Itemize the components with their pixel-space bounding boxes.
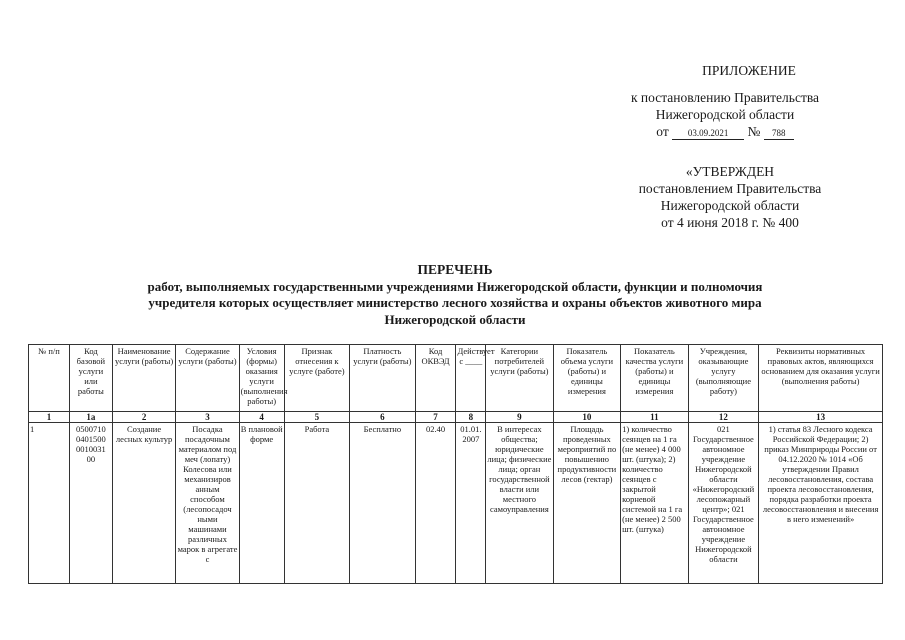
table-cell: Посадка посадочным материалом под меч (лопату) Колесова или механизиров анным способом (лесопосадоч ными машинами различных марок в агрегате с [176, 423, 239, 584]
approved-line-1: «УТВЕРЖДЕН [685, 164, 775, 179]
header-cell: Учреждения, оказывающие услугу (выполняющие работу) [688, 345, 759, 412]
header-cell: Наименование услуги (работы) [112, 345, 175, 412]
column-number-cell: 3 [176, 412, 239, 423]
table-cell: Работа [284, 423, 349, 584]
header-cell: Реквизиты нормативных правовых актов, являющихся основанием для оказания услуги (выполнения работы) [759, 345, 883, 412]
document-heading [60, 262, 850, 328]
table-cell: 1) статья 83 Лесного кодекса Российской Федерации; 2) приказ Минприроды России от 04.12.2020 № 1014 «Об утверждении Правил лесовосстановления, состава проекта лесовосстановления, порядка разработки проекта лесовосстановления и внесения в него изменений» [759, 423, 883, 584]
appendix-date-line [600, 123, 850, 140]
table-cell: Бесплатно [350, 423, 415, 584]
column-number-cell: 6 [350, 412, 415, 423]
number-value: 788 [764, 127, 794, 140]
table-cell: Площадь проведенных мероприятий по повышению продуктивности лесов (гектар) [553, 423, 621, 584]
approved-line-2: постановлением Правительства [638, 181, 822, 196]
column-number-cell: 11 [621, 412, 689, 423]
table-header-row [29, 345, 883, 412]
header-cell: Признак отнесения к услуге (работе) [284, 345, 349, 412]
table-cell: В плановой форме [239, 423, 284, 584]
header-cell: Категории потребителей услуги (работы) [486, 345, 554, 412]
column-number-cell: 2 [112, 412, 175, 423]
column-number-cell: 1а [69, 412, 112, 423]
date-value: 03.09.2021 [672, 127, 744, 140]
header-cell: Показатель объема услуги (работы) и единицы измерения [553, 345, 621, 412]
header-cell: Содержание услуги (работы) [176, 345, 239, 412]
header-cell: Код базовой услуги или работы [69, 345, 112, 412]
table-number-row [29, 412, 883, 423]
column-number-cell: 13 [759, 412, 883, 423]
header-cell: Условия (формы) оказания услуги (выполнения работы) [239, 345, 284, 412]
header-cell: Показатель качества услуги (работы) и единицы измерения [621, 345, 689, 412]
column-number-cell: 8 [456, 412, 486, 423]
number-sign: № [747, 124, 761, 139]
column-number-cell: 1 [29, 412, 70, 423]
table-cell: Создание лесных культур [112, 423, 175, 584]
column-number-cell: 12 [688, 412, 759, 423]
table-row [29, 423, 883, 584]
table-cell: 021 Государственное автономное учреждение Нижегородской области «Нижегородский лесопожарный центр»; 021 Государственное автономное учреждение Нижегородской области [688, 423, 759, 584]
column-number-cell: 4 [239, 412, 284, 423]
table-cell: 1 [29, 423, 70, 584]
heading-line-2: учредителя которых осуществляет министерство лесного хозяйства и охраны объектов животного мира [148, 295, 762, 310]
approved-line-3: Нижегородской области [660, 198, 800, 213]
table-cell: В интересах общества; юридические лица; физические лица; орган государственной власти или местного самоуправления [486, 423, 554, 584]
heading-line-3: Нижегородской области [384, 311, 526, 327]
date-prefix: от [656, 124, 669, 139]
appendix-block [600, 62, 850, 140]
heading-line-1: работ, выполняемых государственными учреждениями Нижегородской области, функции и полномочия [147, 278, 763, 294]
column-number-cell: 7 [415, 412, 456, 423]
appendix-title: ПРИЛОЖЕНИЕ [702, 63, 796, 78]
table-cell: 01.01. 2007 [456, 423, 486, 584]
header-cell: Платность услуги (работы) [350, 345, 415, 412]
column-number-cell: 10 [553, 412, 621, 423]
header-cell: Действует с ____ [456, 345, 486, 412]
appendix-line-1: к постановлению Правительства [630, 90, 820, 105]
table-cell: 1) количество сеянцев на 1 га (не менее) 4 000 шт. (штука); 2) количество сеянцев с закрытой корневой системой на 1 га (не менее) 2 500 шт. (штука) [621, 423, 689, 584]
appendix-line-2: Нижегородской области [655, 107, 795, 122]
header-cell: Код ОКВЭД [415, 345, 456, 412]
column-number-cell: 5 [284, 412, 349, 423]
table-cell: 02.40 [415, 423, 456, 584]
header-cell: № п/п [29, 345, 70, 412]
table-cell: 0500710 0401500 0010031 00 [69, 423, 112, 584]
heading-title: ПЕРЕЧЕНЬ [417, 262, 493, 277]
column-number-cell: 9 [486, 412, 554, 423]
approved-block [610, 163, 850, 231]
works-table [28, 344, 883, 584]
approved-line-4: от 4 июня 2018 г. № 400 [661, 215, 799, 230]
